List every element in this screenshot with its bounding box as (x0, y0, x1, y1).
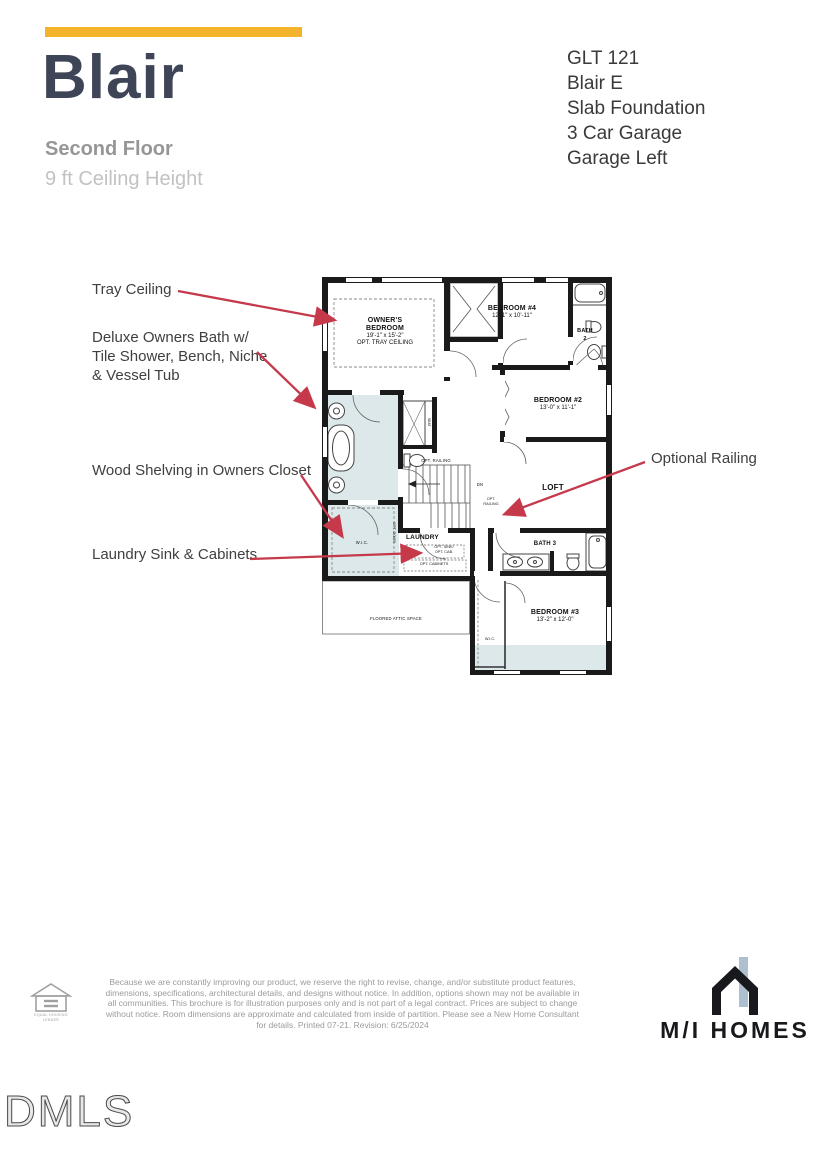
label-seat: SEAT (427, 417, 432, 427)
equal-housing-label: EQUAL HOUSING LENDER (34, 1013, 68, 1022)
room-name: OWNER'S BEDROOM (366, 317, 404, 332)
room-dims: 12'-1" x 10'-11" (492, 313, 532, 319)
arrow-tray-ceiling (178, 291, 334, 320)
label-attic: FLOORED ATTIC SPACE (370, 616, 422, 621)
room-label-bath3: BATH 3 (533, 541, 557, 547)
label-line: OPT. SINK/ (434, 545, 454, 549)
label-opt-door: OPT. DOOR (392, 521, 397, 543)
room-name: BEDROOM #4 (487, 305, 537, 312)
label-opt-cabinets: OPT. CABINETS (419, 562, 449, 566)
floor-plan (322, 277, 612, 677)
room-name: BATH (577, 328, 593, 334)
watermark-text: DMLS (4, 1087, 135, 1136)
room-name: 2 (583, 336, 587, 342)
room-label-bedroom2 (508, 397, 608, 412)
spec-line: 3 Car Garage (567, 123, 683, 144)
equal-housing-icon (30, 983, 72, 1013)
spec-line: Slab Foundation (567, 98, 706, 119)
label-line: OPT. CAB. (434, 550, 454, 555)
room-label-owners-bedroom (335, 317, 435, 347)
room-label-laundry: LAUNDRY (406, 534, 439, 541)
spec-line: Garage Left (567, 148, 668, 169)
label-opt-sink (426, 545, 462, 555)
mi-homes-logo-icon (707, 957, 767, 1015)
room-dims: 13'-0" x 11'-1" (539, 405, 577, 411)
callout-wood-shelving: Wood Shelving in Owners Closet (92, 462, 311, 479)
label-line: OPT. (486, 497, 496, 501)
room-label-bath2 (568, 327, 602, 343)
label-wic3: W.I.C. (484, 637, 496, 641)
room-name: BEDROOM #3 (530, 609, 580, 616)
page-title: Blair (42, 43, 185, 112)
label-line: RAILING (483, 502, 499, 507)
attic-outline (323, 581, 470, 634)
room-label-bedroom3 (505, 609, 605, 624)
callout-laundry-sink: Laundry Sink & Cabinets (92, 546, 258, 563)
callout-owners-bath: Deluxe Owners Bath w/ Tile Shower, Bench, Niche & Vessel Tub (92, 329, 268, 384)
floor-subtitle: Second Floor (45, 138, 173, 160)
ceiling-height: 9 ft Ceiling Height (45, 168, 203, 190)
spec-line: GLT 121 (567, 48, 640, 69)
room-label-bedroom4 (464, 305, 560, 320)
room-name: BEDROOM #2 (533, 397, 583, 404)
label-dn: DN (476, 482, 484, 487)
room-dims: 13'-2" x 12'-0" (536, 617, 574, 623)
stairs (402, 465, 470, 529)
room-note: OPT. TRAY CEILING (356, 340, 413, 346)
brand-wordmark: M/I HOMES (660, 1017, 810, 1043)
spec-block (567, 46, 705, 171)
disclaimer-text: Because we are constantly improving our product, we reserve the right to revise, change, and/or substitute product features, dimensions, specifications, architectural details, and designs without notice. In addition, options shown may not be available in all communities. This brochure is for illustration purposes only and is not part of a legal contract. Prices are subject to change without notice. Room dimensions are approximate and calculated from inside of partition. Please see a New Home Consultant for details. Printed 07-21. Revision: 6/25/2024 (105, 977, 580, 1030)
logo-gable (712, 966, 758, 1015)
label-wic: W.I.C. (355, 540, 369, 545)
room-label-loft: LOFT (542, 483, 564, 492)
room-dims: 19'-1" x 15'-2" (366, 333, 404, 339)
accent-bar (45, 27, 302, 37)
callout-tray-ceiling: Tray Ceiling (92, 281, 172, 298)
callout-optional-railing: Optional Railing (651, 450, 757, 467)
label-opt-railing-top: OPT. RAILING (421, 458, 451, 463)
label-opt-railing-side (476, 497, 506, 507)
spec-line: Blair E (567, 73, 623, 94)
